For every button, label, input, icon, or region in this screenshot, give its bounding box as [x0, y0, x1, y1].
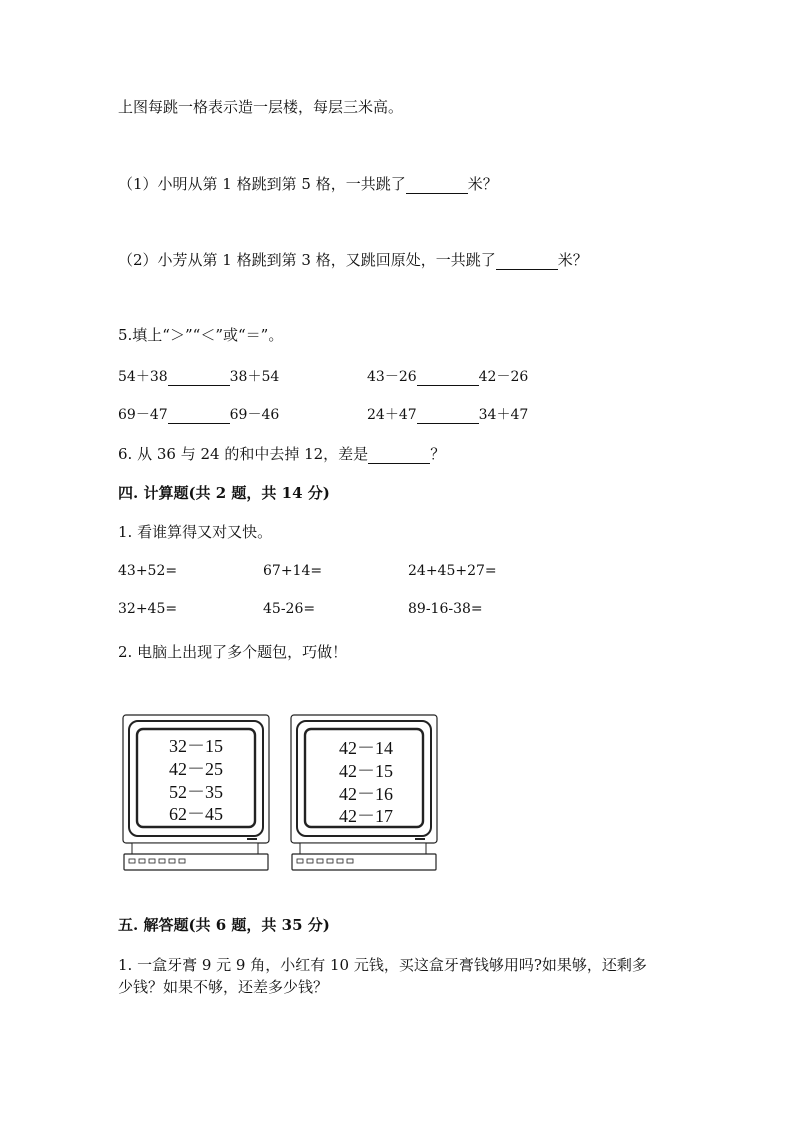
- question-1: [118, 173, 498, 194]
- compare-blank[interactable]: [417, 369, 479, 386]
- monitor-problem: 62－45: [169, 804, 223, 824]
- question-2-text: （2）小芳从第 1 格跳到第 3 格，又跳回原处，一共跳了: [118, 251, 496, 269]
- compare-left: 24＋47: [367, 407, 417, 423]
- compare-blank[interactable]: [417, 407, 479, 424]
- compare-left: 69－47: [118, 407, 168, 423]
- compare-item: [118, 404, 279, 424]
- answer-blank[interactable]: [496, 251, 558, 270]
- calc-instruction: 1. 看谁算得又对又快。: [118, 523, 273, 541]
- question-6-text: 6. 从 36 与 24 的和中去掉 12，差是: [118, 445, 369, 463]
- calc-item: 67+14=: [263, 563, 323, 579]
- intro-text: 上图每跳一格表示造一层楼，每层三米高。: [118, 98, 404, 116]
- monitor-problem: 42－14: [339, 738, 393, 758]
- compare-item: [367, 404, 528, 424]
- section-4-title: 四. 计算题(共 2 题，共 14 分): [118, 484, 330, 502]
- calc-item: 89-16-38=: [408, 601, 483, 617]
- computer-monitor-illustration: [122, 714, 272, 872]
- question-1-unit: 米？: [467, 175, 498, 193]
- monitor-problem: 42－16: [339, 784, 393, 804]
- calc-item: 24+45+27=: [408, 563, 497, 579]
- monitor-problem: 32－15: [169, 736, 223, 756]
- question-2-unit: 米？: [557, 251, 588, 269]
- word-problem-line-1: 1. 一盒牙膏 9 元 9 角，小红有 10 元钱，买这盒牙膏钱够用吗?如果够，还剩多: [118, 956, 647, 974]
- compare-right: 42－26: [478, 369, 529, 385]
- compare-blank[interactable]: [168, 407, 230, 424]
- monitor-problem: 42－17: [339, 806, 393, 826]
- compare-blank[interactable]: [168, 369, 230, 386]
- monitor-problem: 52－35: [169, 782, 223, 802]
- calc-item: 32+45=: [118, 601, 178, 617]
- answer-blank[interactable]: [368, 445, 430, 464]
- compare-right: 69－46: [229, 407, 280, 423]
- question-6: [118, 443, 445, 464]
- computer-monitor-illustration: [290, 714, 440, 872]
- question-2: [118, 249, 588, 270]
- calc-item: 45-26=: [263, 601, 316, 617]
- monitor-problem: 42－15: [339, 761, 393, 781]
- compare-left: 54＋38: [118, 369, 168, 385]
- compare-right: 38＋54: [229, 369, 280, 385]
- monitor-problem: 42－25: [169, 759, 223, 779]
- answer-blank[interactable]: [406, 175, 468, 194]
- calc-item: 43+52=: [118, 563, 178, 579]
- compare-right: 34＋47: [478, 407, 529, 423]
- compare-left: 43－26: [367, 369, 417, 385]
- compare-item: [118, 366, 279, 386]
- q5-title: 5.填上“＞”“＜”或“＝”。: [118, 326, 284, 344]
- compare-item: [367, 366, 528, 386]
- word-problem-line-2: 少钱？如果不够，还差多少钱？: [118, 978, 329, 996]
- question-6-mark: ？: [430, 445, 446, 463]
- question-1-text: （1）小明从第 1 格跳到第 5 格，一共跳了: [118, 175, 406, 193]
- section-5-title: 五. 解答题(共 6 题，共 35 分): [118, 916, 330, 934]
- monitor-question: 2. 电脑上出现了多个题包，巧做！: [118, 643, 348, 661]
